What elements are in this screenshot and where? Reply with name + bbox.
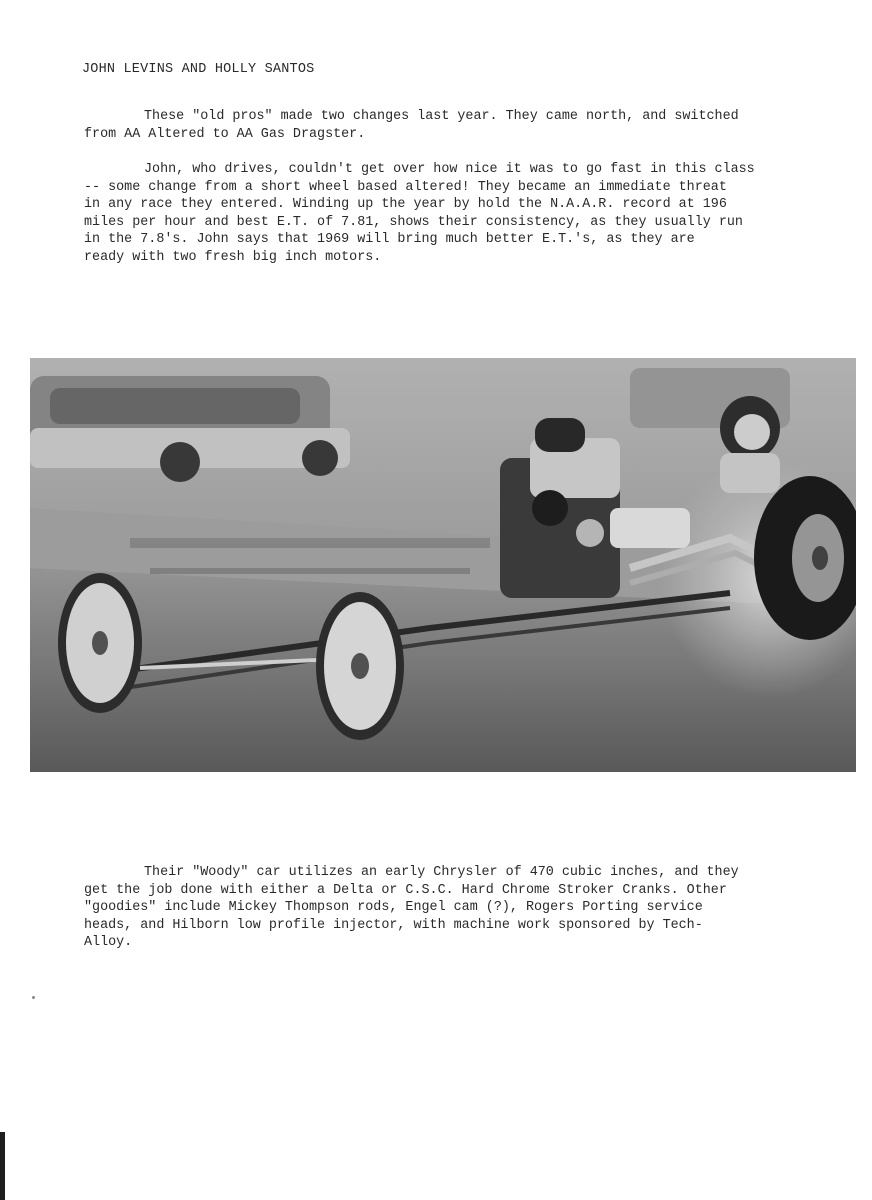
paragraph-specs [84, 864, 800, 952]
text-line: John, who drives, couldn't get over how nice it was to go fast in this class [144, 162, 755, 177]
paragraph-record [84, 161, 800, 267]
dragster-photo [30, 358, 856, 772]
text-line: heads, and Hilborn low profile injector, with machine work sponsored by Tech- [84, 917, 703, 933]
text-line: These "old pros" made two changes last year. They came north, and switched [144, 109, 739, 124]
paragraph-intro [84, 108, 800, 143]
text-line: miles per hour and best E.T. of 7.81, shows their consistency, as they usually run [84, 214, 743, 230]
text-line: "goodies" include Mickey Thompson rods, Engel cam (?), Rogers Porting service [84, 900, 703, 916]
paper-speck [32, 996, 35, 999]
scan-edge-mark [0, 1132, 5, 1200]
text-line: get the job done with either a Delta or C.S.C. Hard Chrome Stroker Cranks. Other [84, 882, 727, 898]
article-heading: JOHN LEVINS AND HOLLY SANTOS [82, 62, 315, 77]
text-line: ready with two fresh big inch motors. [84, 249, 382, 265]
text-line: in any race they entered. Winding up the year by hold the N.A.A.R. record at 196 [84, 197, 727, 213]
text-line: -- some change from a short wheel based altered! They became an immediate threat [84, 179, 727, 195]
text-line: Their "Woody" car utilizes an early Chrysler of 470 cubic inches, and they [144, 865, 739, 880]
text-line: Alloy. [84, 935, 133, 951]
text-line: in the 7.8's. John says that 1969 will bring much better E.T.'s, as they are [84, 232, 695, 248]
text-line: from AA Altered to AA Gas Dragster. [84, 126, 366, 142]
